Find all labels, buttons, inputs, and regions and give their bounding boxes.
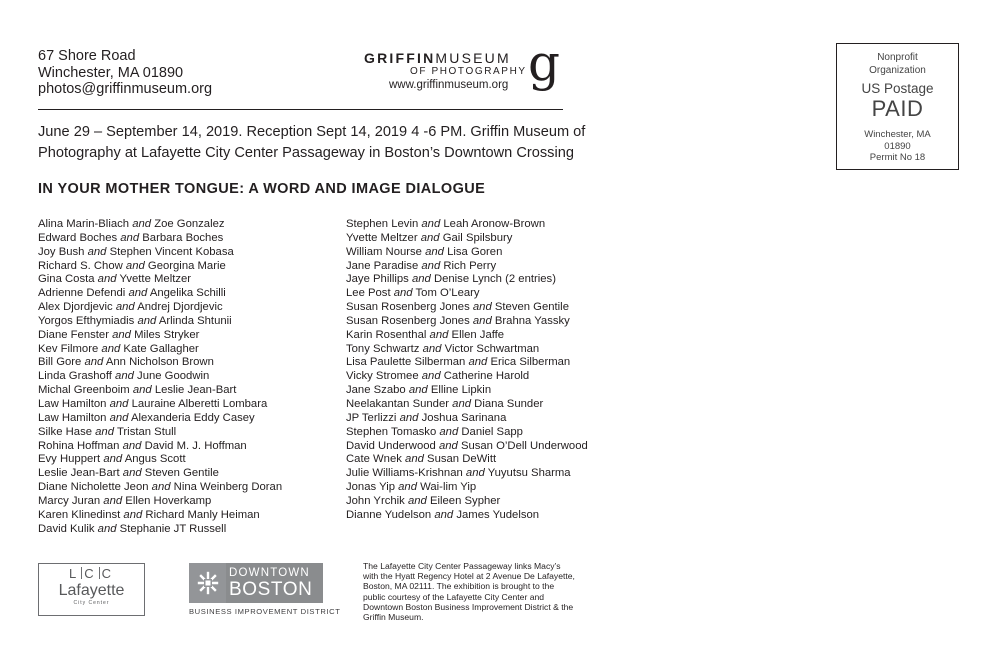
- artist-name: Marcy Juran: [38, 494, 101, 507]
- artist-pair: [346, 481, 588, 495]
- artist-conjunction: and: [128, 287, 148, 300]
- partner-name: Lisa Goren: [447, 245, 503, 258]
- griffin-museum-logo: [360, 34, 565, 98]
- artist-conjunction: and: [429, 328, 449, 341]
- artist-pair: [346, 509, 588, 523]
- artist-name: John Yrchik: [346, 494, 405, 507]
- artist-conjunction: and: [137, 314, 157, 327]
- postage-permit-block: [837, 129, 958, 164]
- artist-pair: [346, 398, 588, 412]
- artist-pair: [38, 343, 282, 357]
- artist-pair: [346, 370, 588, 384]
- artist-pair: [38, 495, 282, 509]
- artist-pair: [346, 356, 588, 370]
- artist-conjunction: and: [97, 273, 117, 286]
- partner-name: Yvette Meltzer: [119, 273, 192, 286]
- partner-name: Stephen Vincent Kobasa: [109, 245, 234, 258]
- address-email[interactable]: photos@griffinmuseum.org: [38, 81, 213, 97]
- lcc-divider: [99, 567, 100, 579]
- partner-name: Kate Gallagher: [123, 342, 199, 355]
- artist-conjunction: and: [132, 384, 152, 397]
- artist-conjunction: and: [472, 301, 492, 314]
- artist-conjunction: and: [115, 370, 134, 383]
- logo-website[interactable]: www.griffinmuseum.org: [389, 79, 509, 91]
- artist-conjunction: and: [452, 397, 472, 410]
- artist-name: Bill Gore: [38, 356, 82, 369]
- address-city: Winchester, MA 01890: [38, 64, 184, 81]
- partner-name: Leslie Jean-Bart: [154, 384, 237, 397]
- partner-name: Georgina Marie: [147, 259, 226, 272]
- artist-pair: [38, 467, 282, 481]
- artist-pair: [346, 426, 588, 440]
- artist-conjunction: and: [122, 439, 142, 452]
- artist-name: David Kulik: [38, 522, 95, 535]
- partner-name: Gail Spilsbury: [442, 231, 513, 244]
- partner-name: Tom O’Leary: [415, 287, 480, 300]
- artist-name: Kev Filmore: [38, 342, 99, 355]
- postage-city: Winchester, MA: [864, 129, 931, 140]
- artist-pair: [38, 232, 282, 246]
- artist-pair: [38, 273, 282, 287]
- artist-conjunction: and: [421, 218, 441, 230]
- artist-pair: [346, 384, 588, 398]
- artist-pair: [38, 398, 282, 412]
- lcc-letter-1: L: [68, 566, 80, 581]
- partner-name: Diana Sunder: [474, 397, 544, 410]
- artist-pair: [346, 495, 588, 509]
- partner-name: Lauraine Alberetti Lombara: [131, 397, 268, 410]
- artist-name: Susan Rosenberg Jones: [346, 314, 470, 327]
- dtb-line2: BOSTON: [229, 579, 313, 600]
- logo-g-mark: g: [528, 34, 561, 92]
- partner-name: Miles Stryker: [134, 328, 200, 341]
- lafayette-city-center-logo: [38, 563, 145, 616]
- artist-conjunction: and: [425, 245, 444, 258]
- partner-name: Steven Gentile: [494, 301, 569, 314]
- artist-name: Diane Nicholette Jeon: [38, 481, 149, 494]
- artist-pair: [346, 412, 588, 426]
- header-divider: [38, 109, 563, 110]
- artist-name: Gina Costa: [38, 273, 95, 286]
- artist-name: Law Hamilton: [38, 397, 107, 410]
- artist-conjunction: and: [97, 522, 117, 535]
- partner-name: Angus Scott: [124, 453, 186, 466]
- artist-name: Joy Bush: [38, 245, 85, 258]
- artist-pair: [346, 315, 588, 329]
- partner-name: Daniel Sapp: [461, 425, 523, 438]
- artist-name: Vicky Stromee: [346, 370, 419, 383]
- address-street: 67 Shore Road: [38, 48, 136, 64]
- artist-conjunction: and: [472, 314, 492, 327]
- artist-name: Jonas Yip: [346, 481, 395, 494]
- artist-name: Jane Szabo: [346, 384, 406, 397]
- partner-name: Tristan Stull: [116, 425, 177, 438]
- artist-name: Stephen Levin: [346, 218, 419, 230]
- artist-pair: [38, 329, 282, 343]
- artist-pair: [38, 246, 282, 260]
- artist-conjunction: and: [405, 453, 424, 466]
- artist-name: Michal Greenboim: [38, 384, 130, 397]
- artist-conjunction: and: [407, 494, 427, 507]
- artist-pair: [38, 426, 282, 440]
- artist-name: Neelakantan Sunder: [346, 397, 450, 410]
- lcc-letter-3: C: [101, 566, 114, 581]
- artist-name: Alina Marin-Bliach: [38, 218, 130, 230]
- artist-conjunction: and: [87, 245, 107, 258]
- partner-name: Ellen Hoverkamp: [125, 494, 212, 507]
- artist-conjunction: and: [439, 425, 459, 438]
- artist-pair: [346, 246, 588, 260]
- artist-name: Richard S. Chow: [38, 259, 123, 272]
- artist-pair: [38, 412, 282, 426]
- artist-conjunction: and: [109, 411, 129, 424]
- partner-name: Catherine Harold: [443, 370, 530, 383]
- logo-name-bold: GRIFFIN: [364, 50, 436, 66]
- partner-name: Ellen Jaffe: [451, 328, 505, 341]
- artist-conjunction: and: [123, 508, 143, 521]
- artist-name: Alex Djordjevic: [38, 301, 113, 314]
- lcc-letters: [39, 567, 144, 581]
- artist-list-right: [346, 218, 588, 523]
- artist-pair: [38, 287, 282, 301]
- artist-name: Susan Rosenberg Jones: [346, 301, 470, 314]
- artist-name: Karin Rosenthal: [346, 328, 427, 341]
- artist-pair: [346, 287, 588, 301]
- partner-name: Nina Weinberg Doran: [173, 481, 283, 494]
- artist-conjunction: and: [393, 287, 413, 300]
- artist-pair: [38, 453, 282, 467]
- artist-conjunction: and: [465, 467, 485, 480]
- artist-pair: [38, 260, 282, 274]
- artist-conjunction: and: [132, 218, 152, 230]
- artist-pair: [346, 273, 588, 287]
- artist-conjunction: and: [125, 259, 145, 272]
- artist-name: Law Hamilton: [38, 411, 107, 424]
- logo-name-rest: MUSEUM: [435, 50, 511, 66]
- artist-pair: [346, 301, 588, 315]
- artist-name: Julie Williams-Krishnan: [346, 467, 463, 480]
- artist-pair: [38, 509, 282, 523]
- partner-name: Richard Manly Heiman: [145, 508, 260, 521]
- artist-conjunction: and: [103, 494, 123, 507]
- artist-conjunction: and: [468, 356, 488, 369]
- artist-conjunction: and: [411, 273, 431, 286]
- artist-conjunction: and: [122, 467, 142, 480]
- artist-conjunction: and: [151, 481, 171, 494]
- dtb-line1: DOWNTOWN: [229, 567, 310, 579]
- artist-pair: [346, 218, 588, 232]
- artist-name: Karen Klinedinst: [38, 508, 121, 521]
- partner-name: Rich Perry: [443, 259, 497, 272]
- artist-conjunction: and: [115, 301, 135, 314]
- artist-conjunction: and: [101, 342, 121, 355]
- artist-pair: [346, 440, 588, 454]
- artist-conjunction: and: [408, 384, 428, 397]
- artist-conjunction: and: [84, 356, 104, 369]
- artist-conjunction: and: [398, 481, 417, 494]
- partner-name: Alexanderia Eddy Casey: [130, 411, 255, 424]
- postage-permit: Permit No 18: [869, 152, 926, 163]
- postage-nonprofit: [837, 52, 958, 77]
- artist-pair: [346, 329, 588, 343]
- return-address: [38, 48, 212, 98]
- partner-name: Eileen Sypher: [429, 494, 501, 507]
- artist-name: Rohina Hoffman: [38, 439, 120, 452]
- artist-list-left: [38, 218, 282, 536]
- artist-conjunction: and: [120, 231, 140, 244]
- artist-name: Cate Wnek: [346, 453, 402, 466]
- artist-pair: [38, 440, 282, 454]
- artist-conjunction: and: [95, 425, 114, 438]
- postage-us-postage: US Postage: [861, 81, 934, 96]
- logo-subtitle: OF PHOTOGRAPHY: [410, 66, 527, 77]
- partner-name: Arlinda Shtunii: [158, 314, 232, 327]
- artist-name: Jaye Phillips: [346, 273, 409, 286]
- artist-conjunction: and: [438, 439, 458, 452]
- artist-pair: [38, 315, 282, 329]
- artist-conjunction: and: [399, 411, 419, 424]
- logo-name: [364, 50, 511, 66]
- artist-name: Jane Paradise: [346, 259, 419, 272]
- partner-name: Yuyutsu Sharma: [487, 467, 571, 480]
- partner-name: Andrej Djordjevic: [137, 301, 223, 314]
- partner-name: Susan DeWitt: [427, 453, 497, 466]
- partner-name: Brahna Yassky: [494, 314, 570, 327]
- artist-name: Diane Fenster: [38, 328, 109, 341]
- passageway-note: The Lafayette City Center Passageway links Macy’s with the Hyatt Regency Hotel at 2 Avenue De Lafayette, Boston, MA 02111. The exhibition is brought to the public courtesy of the Lafayette City Center and Downtown Boston Business Improvement District & the Griffin Museum.: [363, 561, 575, 623]
- partner-name: Joshua Sarinana: [421, 411, 507, 424]
- artist-name: Silke Hase: [38, 425, 92, 438]
- partner-name: Ann Nicholson Brown: [105, 356, 214, 369]
- exhibition-title: IN YOUR MOTHER TONGUE: A WORD AND IMAGE DIALOGUE: [38, 181, 486, 197]
- artist-pair: [346, 453, 588, 467]
- artist-name: Yvette Meltzer: [346, 231, 418, 244]
- partner-name: Wai-lim Yip: [420, 481, 477, 494]
- artist-conjunction: and: [422, 342, 442, 355]
- artist-pair: [346, 232, 588, 246]
- exhibition-info: June 29 – September 14, 2019. Reception Sept 14, 2019 4 -6 PM. Griffin Museum of Photography at Lafayette City Center Passageway in Boston’s Downtown Crossing: [38, 124, 586, 161]
- artist-conjunction: and: [421, 370, 441, 383]
- artist-pair: [38, 356, 282, 370]
- partner-name: Victor Schwartman: [444, 342, 540, 355]
- partner-name: June Goodwin: [137, 370, 210, 383]
- artist-name: Dianne Yudelson: [346, 508, 432, 521]
- postage-line2: Organization: [869, 64, 926, 76]
- postage-line1: Nonprofit: [877, 52, 918, 63]
- partner-name: Barbara Boches: [142, 231, 224, 244]
- artist-conjunction: and: [112, 328, 131, 341]
- artist-pair: [38, 218, 282, 232]
- artist-pair: [38, 370, 282, 384]
- artist-pair: [38, 523, 282, 537]
- postage-indicia: [836, 43, 959, 170]
- postage-zip: 01890: [884, 140, 911, 152]
- artist-name: JP Terlizzi: [346, 411, 397, 424]
- partner-name: Elline Lipkin: [430, 384, 492, 397]
- partner-name: Erica Silberman: [490, 356, 571, 369]
- partner-name: Leah Aronow-Brown: [443, 218, 546, 230]
- partner-name: Zoe Gonzalez: [154, 218, 225, 230]
- artist-name: Tony Schwartz: [346, 342, 420, 355]
- lcc-divider: [81, 567, 82, 579]
- postage-paid: PAID: [871, 96, 924, 121]
- lcc-name: Lafayette: [58, 582, 125, 599]
- artist-conjunction: and: [420, 231, 440, 244]
- artist-pair: [38, 481, 282, 495]
- artist-pair: [346, 467, 588, 481]
- artist-name: Stephen Tomasko: [346, 425, 437, 438]
- lcc-letter-2: C: [84, 566, 97, 581]
- artist-name: Evy Huppert: [38, 453, 101, 466]
- artist-conjunction: and: [109, 397, 129, 410]
- artist-name: David Underwood: [346, 439, 436, 452]
- artist-conjunction: and: [421, 259, 441, 272]
- partner-name: Angelika Schilli: [149, 287, 226, 300]
- dtb-sub: BUSINESS IMPROVEMENT DISTRICT: [189, 607, 341, 616]
- artist-name: Edward Boches: [38, 231, 118, 244]
- downtown-boston-logo: [189, 563, 341, 617]
- artist-name: Lee Post: [346, 287, 391, 300]
- artist-name: Adrienne Defendi: [38, 287, 126, 300]
- partner-name: Steven Gentile: [144, 467, 219, 480]
- artist-pair: [346, 343, 588, 357]
- partner-name: Stephanie JT Russell: [119, 522, 227, 535]
- lcc-sub: City Center: [73, 600, 110, 606]
- artist-name: Lisa Paulette Silberman: [346, 356, 466, 369]
- artist-conjunction: and: [103, 453, 123, 466]
- artist-name: Leslie Jean-Bart: [38, 467, 120, 480]
- partner-name: Susan O’Dell Underwood: [460, 439, 588, 452]
- artist-pair: [346, 260, 588, 274]
- artist-pair: [38, 301, 282, 315]
- artist-pair: [38, 384, 282, 398]
- partner-name: David M. J. Hoffman: [144, 439, 247, 452]
- snowflake-icon: [197, 571, 219, 595]
- artist-name: Yorgos Efthymiadis: [38, 314, 135, 327]
- partner-name: Denise Lynch (2 entries): [433, 273, 556, 286]
- artist-name: Linda Grashoff: [38, 370, 112, 383]
- partner-name: James Yudelson: [456, 508, 540, 521]
- artist-conjunction: and: [434, 508, 454, 521]
- artist-name: William Nourse: [346, 245, 422, 258]
